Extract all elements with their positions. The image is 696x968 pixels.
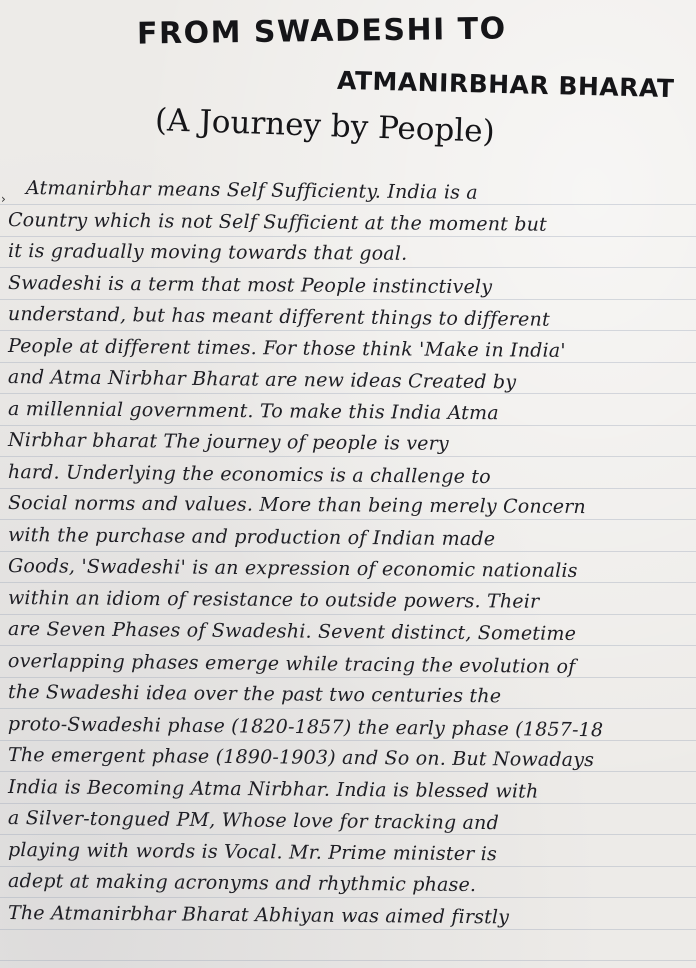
essay-line: Social norms and values. More than being merely Concern (7, 492, 586, 519)
title-line-1: FROM SWADESHI TO (136, 11, 507, 52)
essay-line: The Atmanirbhar Bharat Abhiyan was aimed firstly (7, 902, 510, 929)
essay-line: Country which is not Self Sufficient at the moment but (7, 209, 548, 236)
essay-line: The emergent phase (1890-1903) and So on. But Nowadays (7, 744, 595, 772)
essay-line: adept at making acronyms and rhythmic phase. (7, 870, 477, 897)
essay-line: proto-Swadeshi phase (1820-1857) the early phase (1857-18 (7, 713, 604, 742)
essay-line: People at different times. For those think 'Make in India' (7, 335, 566, 362)
essay-line: Goods, 'Swadeshi' is an expression of economic nationalis (7, 555, 578, 582)
essay-line: overlapping phases emerge while tracing the evolution of (7, 650, 576, 678)
essay-line: with the purchase and production of Indian made (7, 524, 496, 551)
title-line-3: (A Journey by People) (154, 102, 496, 150)
essay-line: understand, but has meant different things to different (7, 303, 550, 331)
essay-line: hard. Underlying the economics is a challenge to (7, 461, 491, 489)
essay-line: India is Becoming Atma Nirbhar. India is blessed with (7, 776, 539, 803)
essay-line: are Seven Phases of Swadeshi. Sevent distinct, Sometime (7, 618, 577, 645)
essay-line: and Atma Nirbhar Bharat are new ideas Created by (7, 366, 517, 394)
essay-line: a millennial government. To make this India Atma (7, 398, 499, 425)
essay-line: playing with words is Vocal. Mr. Prime minister is (7, 839, 498, 866)
essay-line: the Swadeshi idea over the past two centuries the (7, 681, 502, 708)
essay-line: Swadeshi is a term that most People instinctively (7, 272, 493, 299)
essay-line: Atmanirbhar means Self Sufficienty. India is a (25, 177, 478, 204)
bullet-marker: › (1, 192, 6, 206)
essay-line: Nirbhar bharat The journey of people is very (7, 429, 449, 455)
title-line-2: ATMANIRBHAR BHARAT (336, 65, 675, 104)
essay-line: a Silver-tongued PM, Whose love for tracking and (7, 807, 499, 835)
essay-line: it is gradually moving towards that goal. (7, 240, 408, 265)
essay-line: within an idiom of resistance to outside powers. Their (7, 587, 540, 613)
